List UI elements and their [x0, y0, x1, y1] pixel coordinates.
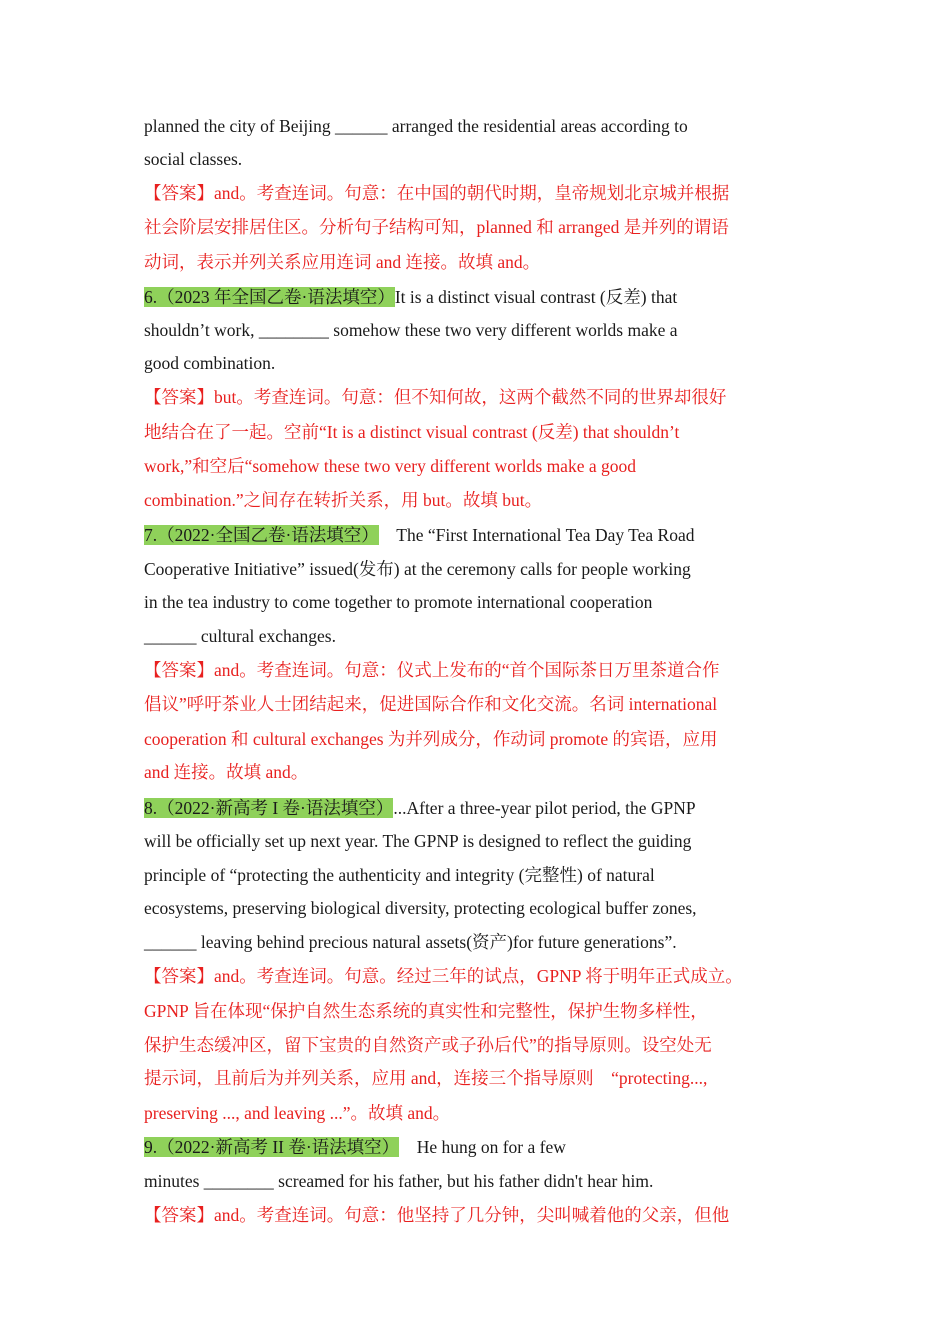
question-source-label: 6.（2023 年全国乙卷·语法填空） [144, 287, 395, 307]
line-text: ecosystems, preserving biological diversity, protecting ecological buffer zones, [144, 898, 697, 918]
text-line [144, 1169, 653, 1193]
text-line [144, 930, 677, 954]
line-text: social classes. [144, 149, 243, 169]
line-text: 【答案】and。考查连词。句意：仪式上发布的“首个国际茶日万里茶道合作 [144, 660, 720, 680]
line-text: 【答案】and。考查连词。句意：他坚持了几分钟，尖叫喊着他的父亲，但他 [144, 1205, 730, 1225]
line-text: principle of “protecting the authenticity and integrity (完整性) of natural [144, 865, 655, 885]
answer-line [144, 250, 540, 274]
line-text: 【答案】and。考查连词。句意：在中国的朝代时期，皇帝规划北京城并根据 [144, 183, 730, 203]
answer-line [144, 488, 542, 512]
line-text: 社会阶层安排居住区。分析句子结构可知，planned 和 arranged 是并列的谓语 [144, 217, 729, 237]
line-text: It is a distinct visual contrast (反差) that [394, 287, 678, 307]
line-text: minutes ________ screamed for his father, but his father didn't hear him. [144, 1171, 654, 1191]
line-text: 保护生态缓冲区，留下宝贵的自然资产或子孙后代”的指导原则。设空处无 [144, 1035, 712, 1055]
line-text: cooperation 和 cultural exchanges 为并列成分，作动词 promote 的宾语，应用 [144, 729, 718, 749]
line-text: shouldn’t work, ________ somehow these two very different worlds make a [144, 320, 678, 340]
answer-line [144, 692, 717, 716]
line-text: combination.”之间存在转折关系，用 but。故填 but。 [144, 490, 543, 510]
line-text: preserving ..., and leaving ...”。故填 and。 [144, 1103, 451, 1123]
line-text: He hung on for a few [399, 1137, 566, 1157]
line-text: ______ cultural exchanges. [144, 626, 336, 646]
text-line [144, 114, 688, 138]
answer-line [144, 999, 708, 1023]
text-line [144, 557, 691, 581]
text-line [144, 829, 691, 853]
text-line [144, 624, 336, 648]
answer-line [144, 1101, 450, 1125]
text-line [144, 318, 678, 342]
line-text: 倡议”呼吁茶业人士团结起来，促进国际合作和文化交流。名词 international [144, 694, 718, 714]
answer-line [144, 1033, 712, 1057]
text-line [144, 523, 694, 547]
line-text: 【答案】but。考查连词。句意：但不知何故，这两个截然不同的世界却很好 [144, 387, 727, 407]
line-text: 地结合在了一起。空前“It is a distinct visual contrast (反差) that shouldn’t [144, 422, 680, 442]
question-source-label: 7.（2022·全国乙卷·语法填空） [144, 525, 379, 545]
answer-line [144, 454, 636, 478]
text-line [144, 351, 275, 375]
line-text: and 连接。故填 and。 [144, 762, 309, 782]
line-text: 动词，表示并列关系应用连词 and 连接。故填 and。 [144, 252, 541, 272]
answer-line [144, 420, 679, 444]
line-text: will be officially set up next year. The GPNP is designed to reflect the guiding [144, 831, 692, 851]
answer-line [144, 215, 729, 239]
answer-line [144, 658, 720, 682]
line-text: ...After a three-year pilot period, the GPNP [393, 798, 696, 818]
line-text: in the tea industry to come together to promote international cooperation [144, 592, 653, 612]
line-text: work,”和空后“somehow these two very different worlds make a good [144, 456, 636, 476]
answer-line [144, 727, 718, 751]
text-line [144, 796, 696, 820]
line-text: good combination. [144, 353, 276, 373]
answer-line [144, 1066, 707, 1090]
line-text: planned the city of Beijing ______ arranged the residential areas according to [144, 116, 688, 136]
answer-line [144, 760, 308, 784]
answer-line [144, 964, 743, 988]
question-source-label: 9.（2022·新高考 II 卷·语法填空） [144, 1137, 400, 1157]
answer-line [144, 1203, 729, 1227]
text-line [144, 896, 697, 920]
line-text: 提示词，且前后为并列关系，应用 and，连接三个指导原则 “protecting..., [144, 1068, 708, 1088]
line-text: Cooperative Initiative” issued(发布) at the ceremony calls for people working [144, 559, 691, 579]
text-line [144, 147, 242, 171]
line-text: 【答案】and。考查连词。句意。经过三年的试点，GPNP 将于明年正式成立。 [144, 966, 743, 986]
text-line [144, 1135, 566, 1159]
text-line [144, 285, 677, 309]
line-text: ______ leaving behind precious natural assets(资产)for future generations”. [144, 932, 677, 952]
text-line [144, 863, 655, 887]
question-source-label: 8.（2022·新高考 I 卷·语法填空） [144, 798, 394, 818]
answer-line [144, 385, 726, 409]
answer-line [144, 181, 729, 205]
line-text: GPNP 旨在体现“保护自然生态系统的真实性和完整性，保护生物多样性， [144, 1001, 708, 1021]
line-text: The “First International Tea Day Tea Road [378, 525, 695, 545]
text-line [144, 590, 652, 614]
